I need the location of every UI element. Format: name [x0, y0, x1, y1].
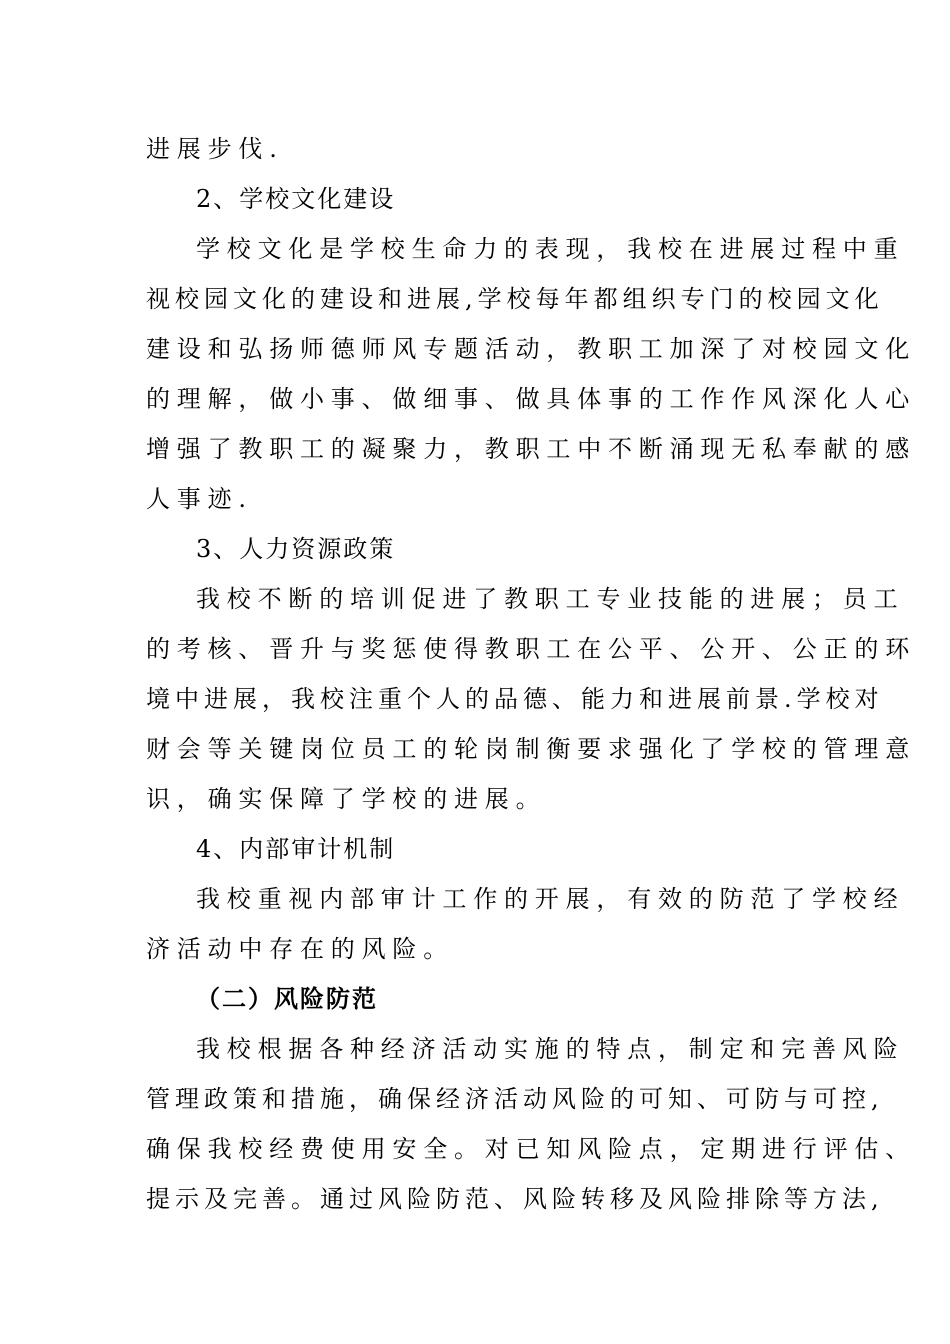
paragraph-line: 管理政策和措施，确保经济活动风险的可知、可防与可控,: [146, 1085, 884, 1113]
paragraph-line: 提示及完善。通过风险防范、风险转移及风险排除等方法,: [146, 1185, 884, 1213]
paragraph-line: 我校根据各种经济活动实施的特点，制定和完善风险: [196, 1035, 905, 1063]
paragraph-line: 视校园文化的建设和进展,学校每年都组织专门的校园文化: [146, 285, 884, 313]
paragraph-line: 进展步伐.: [146, 135, 284, 163]
paragraph-line: 学校文化是学校生命力的表现，我校在进展过程中重: [196, 235, 905, 263]
paragraph-line: 确保我校经费使用安全。对已知风险点，定期进行评估、: [146, 1135, 916, 1163]
paragraph-line: 建设和弘扬师德师风专题活动，教职工加深了对校园文化: [146, 335, 916, 363]
paragraph-line: 济活动中存在的风险。: [146, 935, 454, 963]
section-heading-internal-audit: 4、内部审计机制: [196, 835, 396, 863]
paragraph-line: 财会等关键岗位员工的轮岗制衡要求强化了学校的管理意: [146, 735, 916, 763]
paragraph-line: 我校重视内部审计工作的开展，有效的防范了学校经: [196, 885, 905, 913]
paragraph-line: 的考核、晋升与奖惩使得教职工在公平、公开、公正的环: [146, 635, 916, 663]
paragraph-line: 人事迹.: [146, 485, 253, 513]
section-heading-hr-policy: 3、人力资源政策: [196, 535, 396, 563]
section-heading-school-culture: 2、学校文化建设: [196, 185, 396, 213]
paragraph-line: 的理解，做小事、做细事、做具体事的工作作风深化人心: [146, 385, 916, 413]
paragraph-line: 我校不断的培训促进了教职工专业技能的进展；员工: [196, 585, 905, 613]
paragraph-line: 境中进展，我校注重个人的品德、能力和进展前景.学校对: [146, 685, 884, 713]
section-heading-risk-prevention: （二）风险防范: [196, 984, 378, 1013]
paragraph-line: 增强了教职工的凝聚力，教职工中不断涌现无私奉献的感: [146, 435, 916, 463]
paragraph-line: 识，确实保障了学校的进展。: [146, 785, 547, 813]
